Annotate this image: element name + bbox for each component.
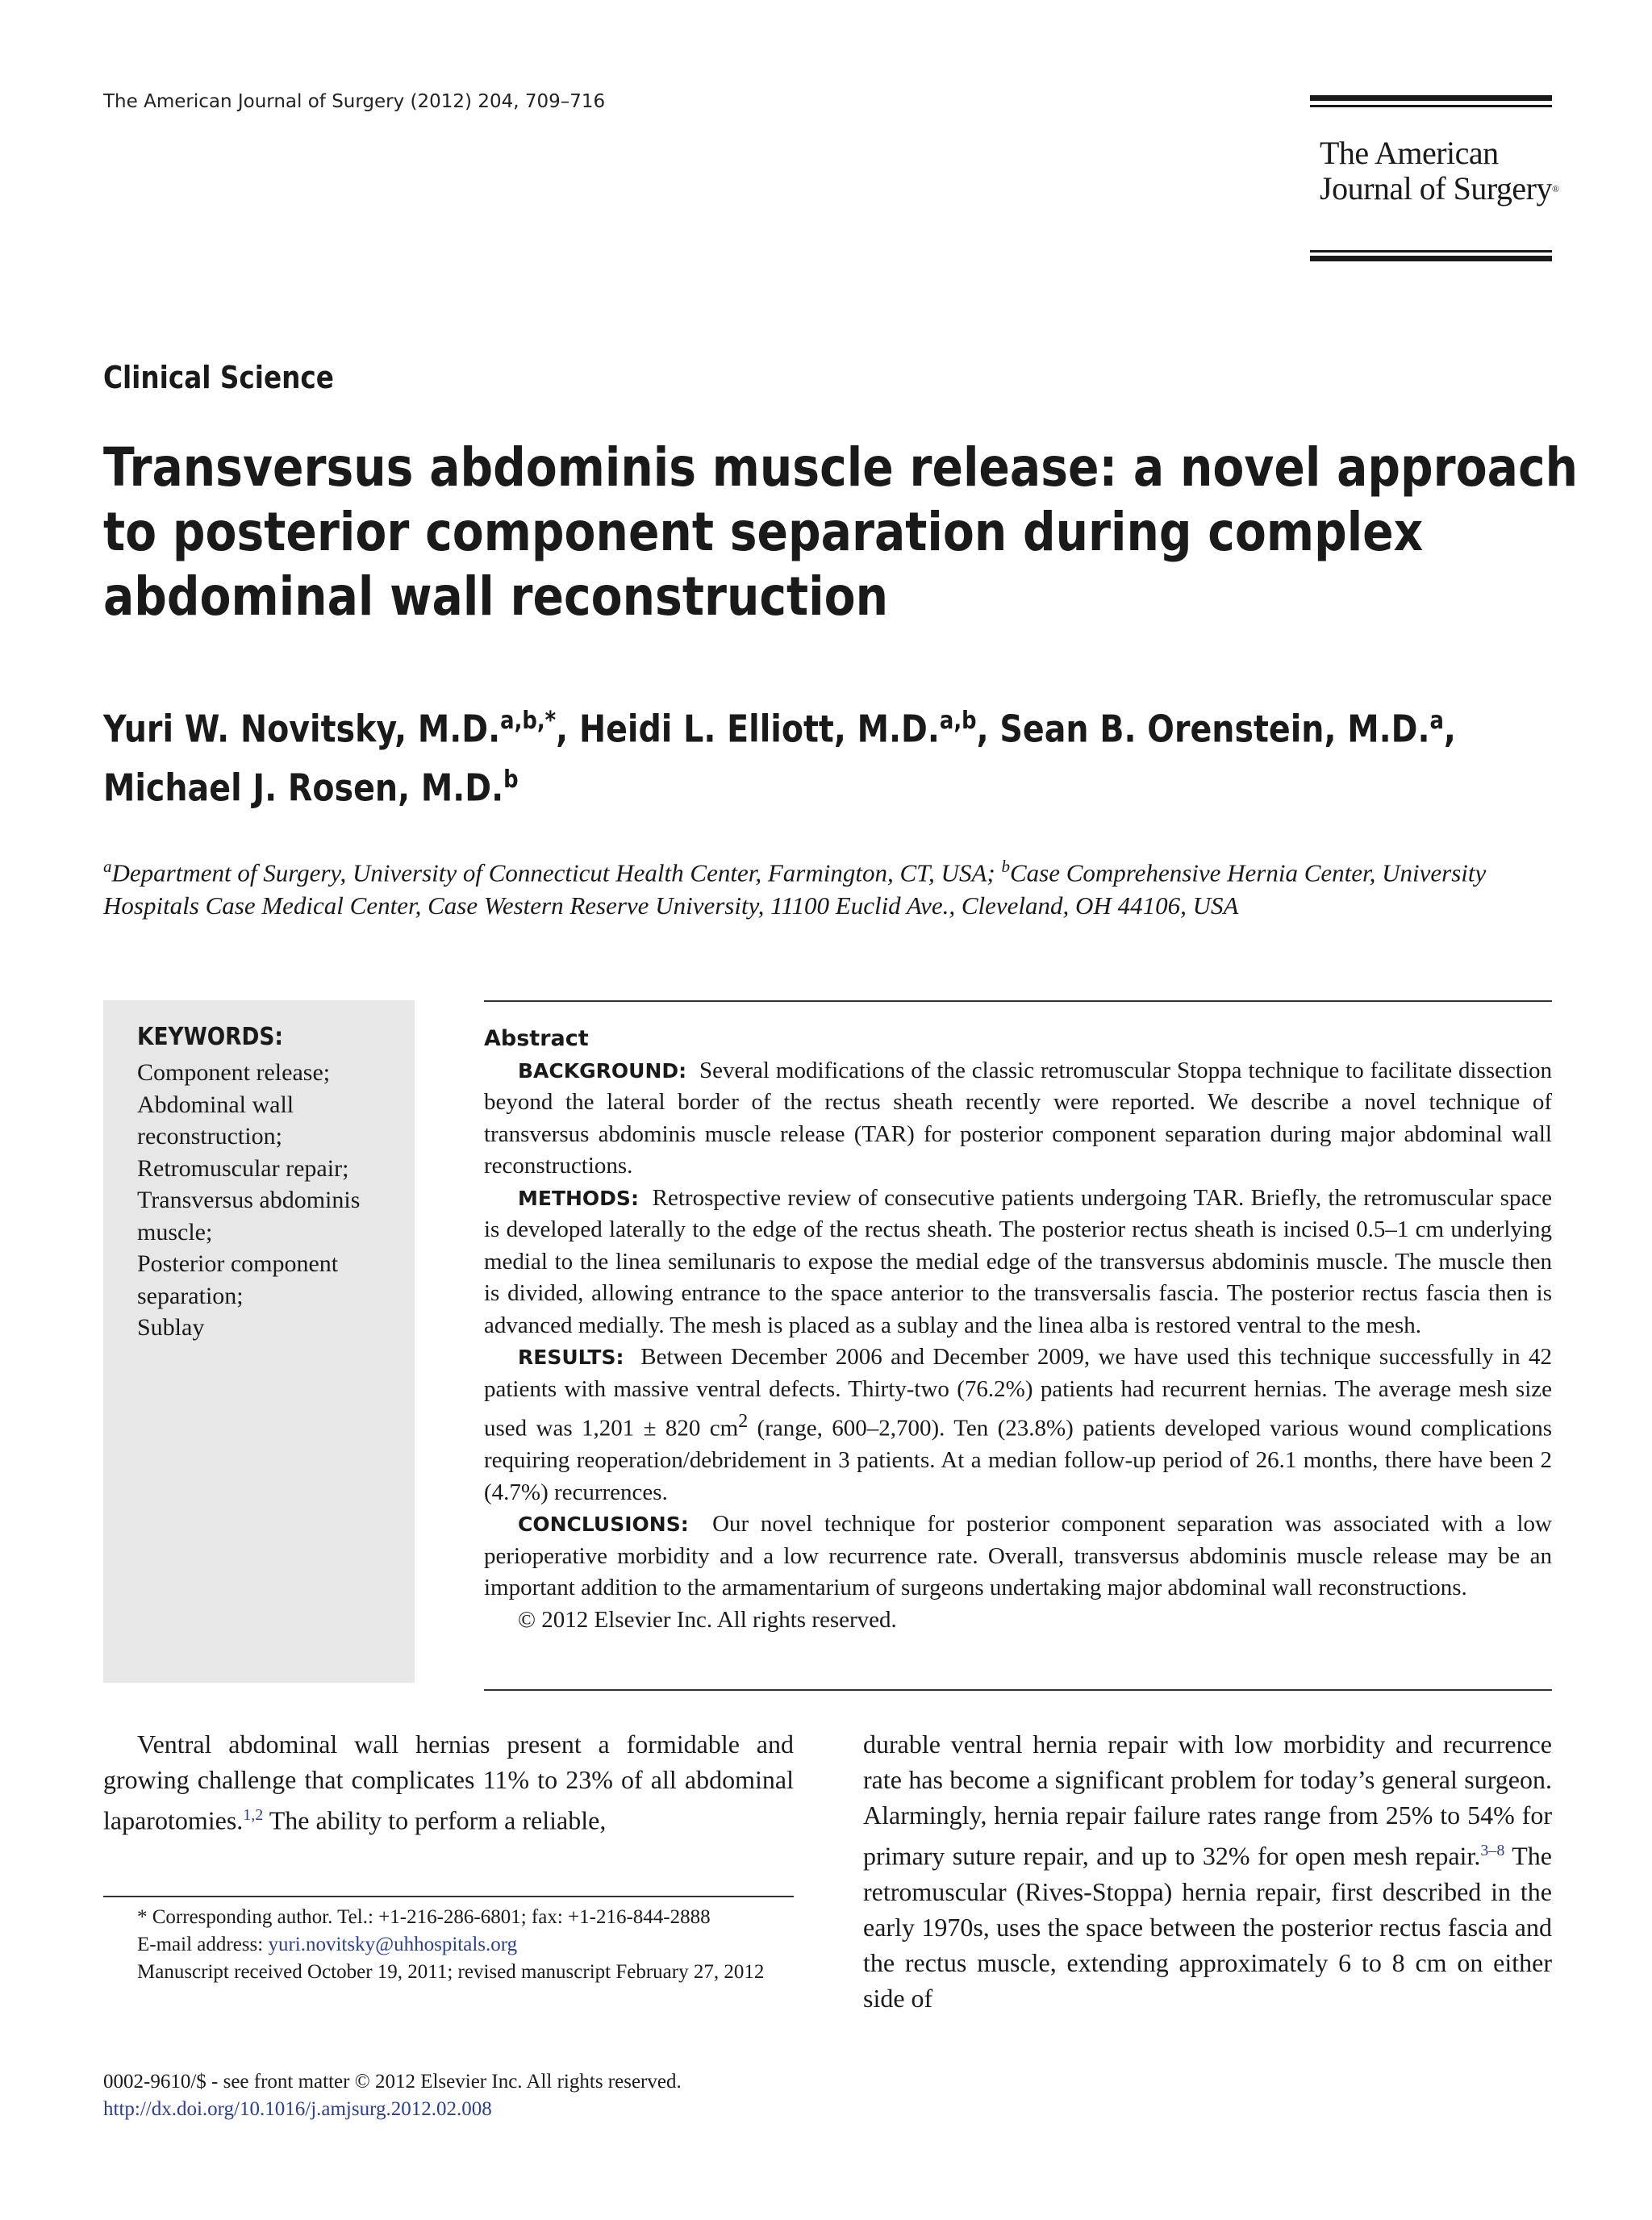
journal-logo-line2: Journal of Surgery® — [1320, 170, 1559, 207]
corresponding-author-mark[interactable]: * — [544, 707, 557, 735]
reference-link[interactable]: 3–8 — [1480, 1842, 1505, 1859]
email-note: E-mail address: yuri.novitsky@uhhospitals.org — [137, 1934, 518, 1955]
keywords-list — [137, 1057, 403, 1344]
manuscript-dates: Manuscript received October 19, 2011; revised manuscript February 27, 2012 — [137, 1961, 765, 1983]
abstract-background: BACKGROUND: Several modifications of the classic retromuscular Stoppa technique to facilitate dissection beyond the lateral border of the rectus sheath recently were reported. We describe a novel technique of transversus abdominis muscle release (TAR) for posterior component separation during major abdominal wall reconstructions. — [484, 1057, 1552, 1179]
logo-rule-top-thick — [1310, 95, 1552, 101]
logo-rule-top-thin — [1310, 105, 1552, 107]
section-label: Clinical Science — [103, 360, 334, 395]
abstract — [484, 1023, 1552, 1636]
author-affiliation-mark: a,b,* — [500, 707, 557, 735]
keyword-line: Posterior component — [137, 1250, 339, 1277]
body-column-left: Ventral abdominal wall hernias present a formidable and growing challenge that complicates 11% to 23% of all abdominal laparotomies.$^{1,2}$ The ability to perform a reliable, — [103, 1730, 794, 1835]
reference-link[interactable]: 1,2 — [243, 1806, 264, 1824]
abstract-conclusions: CONCLUSIONS: Our novel technique for posterior component separation was associated with a low perioperative morbidity and a low recurrence rate. Overall, transversus abdominis muscle release may be an important addition to the armamentarium of surgeons undertaking major abdominal wall reconstructions. — [484, 1511, 1553, 1601]
author-affiliation-mark: a,b — [939, 707, 977, 735]
author-name: Michael J. Rosen, M.D. — [103, 766, 504, 810]
keyword-line: reconstruction; — [137, 1123, 282, 1150]
abstract-results: RESULTS: Between December 2006 and December 2009, we have used this technique successfully in 42 patients with massive ventral defects. Thirty-two (76.2%) patients had recurrent hernias. The average mesh size used was 1,201 ± 820 $cm^2$ (range, 600–2,700). Ten (23.8%) patients developed various wound complications requiring reoperation/debridement in 3 patients. At a median follow-up period of 26.1 months, there have been 2 (4.7%) recurrences. — [484, 1344, 1553, 1505]
registered-mark: ® — [1552, 183, 1559, 194]
author-name: Sean B. Orenstein, M.D. — [999, 707, 1430, 751]
logo-rule-bottom-thick — [1310, 256, 1552, 261]
abstract-heading: Abstract — [484, 1026, 589, 1051]
article-title: Transversus abdominis muscle release: a novel approach to posterior component separation during complex abdominal wall reconstruction — [103, 436, 1579, 628]
keyword-line: Abdominal wall — [137, 1091, 294, 1118]
keyword-line: Retromuscular repair; — [137, 1154, 349, 1182]
affiliations: $^a$Department of Surgery, University of Connecticut Health Center, Farmington, CT, USA; $^b$Case Comprehensive Hernia Center, University Hospitals Case Medical Center, Case Western Reserve University, 11100 Euclid Ave., Cleveland, OH 44106, USA — [103, 857, 1487, 920]
journal-logo — [1320, 136, 1559, 207]
abstract-rule-top — [484, 1000, 1552, 1002]
logo-rule-bottom-thin — [1310, 250, 1552, 252]
keyword-line: separation; — [137, 1282, 244, 1309]
keywords-heading: KEYWORDS: — [137, 1023, 283, 1051]
body-column-right: durable ventral hernia repair with low morbidity and recurrence rate has become a significant problem for today’s general surgeon. Alarmingly, hernia repair failure rates range from 25% to 54% for primary suture repair, and up to 32% for open mesh repair.$^{3-8}$ The retromuscular (Rives-Stoppa) hernia repair, first described in the early 1970s, uses the space between the posterior rectus fascia and the rectus muscle, extending approximately 6 to 8 cm on either side of — [863, 1730, 1553, 2013]
journal-citation: The American Journal of Surgery (2012) 204, 709–716 — [103, 91, 606, 112]
abstract-copyright: © 2012 Elsevier Inc. All rights reserved. — [518, 1606, 897, 1633]
footnote-rule — [103, 1896, 794, 1897]
author-list: Yuri W. Novitsky, M.D.$^{a,b,*}$, Heidi L. Elliott, M.D.$^{a,b}$, Sean B. Orenstein, M.D.$^a$, Michael J. Rosen, M.D.$^b$ — [103, 707, 1456, 810]
author-affiliation-mark: a — [1429, 707, 1444, 735]
footnotes — [103, 1904, 794, 1986]
keyword-line: Sublay — [137, 1314, 205, 1341]
author-name: Yuri W. Novitsky, M.D. — [103, 707, 501, 751]
author-affiliation-mark: b — [503, 766, 519, 795]
abstract-methods: METHODS: Retrospective review of consecutive patients undergoing TAR. Briefly, the retromuscular space is developed laterally to the edge of the rectus sheath. The posterior rectus sheath is incised 0.5–1 cm underlying medial to the linea semilunaris to expose the medial edge of the transversus abdominis muscle. The muscle then is divided, allowing entrance to the space anterior to the transversalis fascia. The posterior rectus fascia then is advanced medially. The mesh is placed as a sublay and the linea alba is restored ventral to the mesh. — [484, 1184, 1553, 1338]
journal-logo-line1: The American — [1320, 135, 1499, 171]
corresponding-author-note: * Corresponding author. Tel.: +1-216-286-6801; fax: +1-216-844-2888 — [137, 1906, 711, 1928]
abstract-rule-bottom — [484, 1689, 1552, 1691]
keyword-line: Transversus abdominis — [137, 1187, 361, 1213]
front-matter — [103, 2068, 682, 2123]
email-link[interactable]: yuri.novitsky@uhhospitals.org — [268, 1934, 518, 1955]
keyword-line: muscle; — [137, 1218, 213, 1246]
author-name: Heidi L. Elliott, M.D. — [578, 707, 940, 751]
issn-line: 0002-9610/$ - see front matter © 2012 Elsevier Inc. All rights reserved. — [103, 2071, 682, 2093]
doi-link[interactable]: http://dx.doi.org/10.1016/j.amjsurg.2012.02.008 — [103, 2098, 492, 2120]
keyword-line: Component release; — [137, 1059, 331, 1086]
